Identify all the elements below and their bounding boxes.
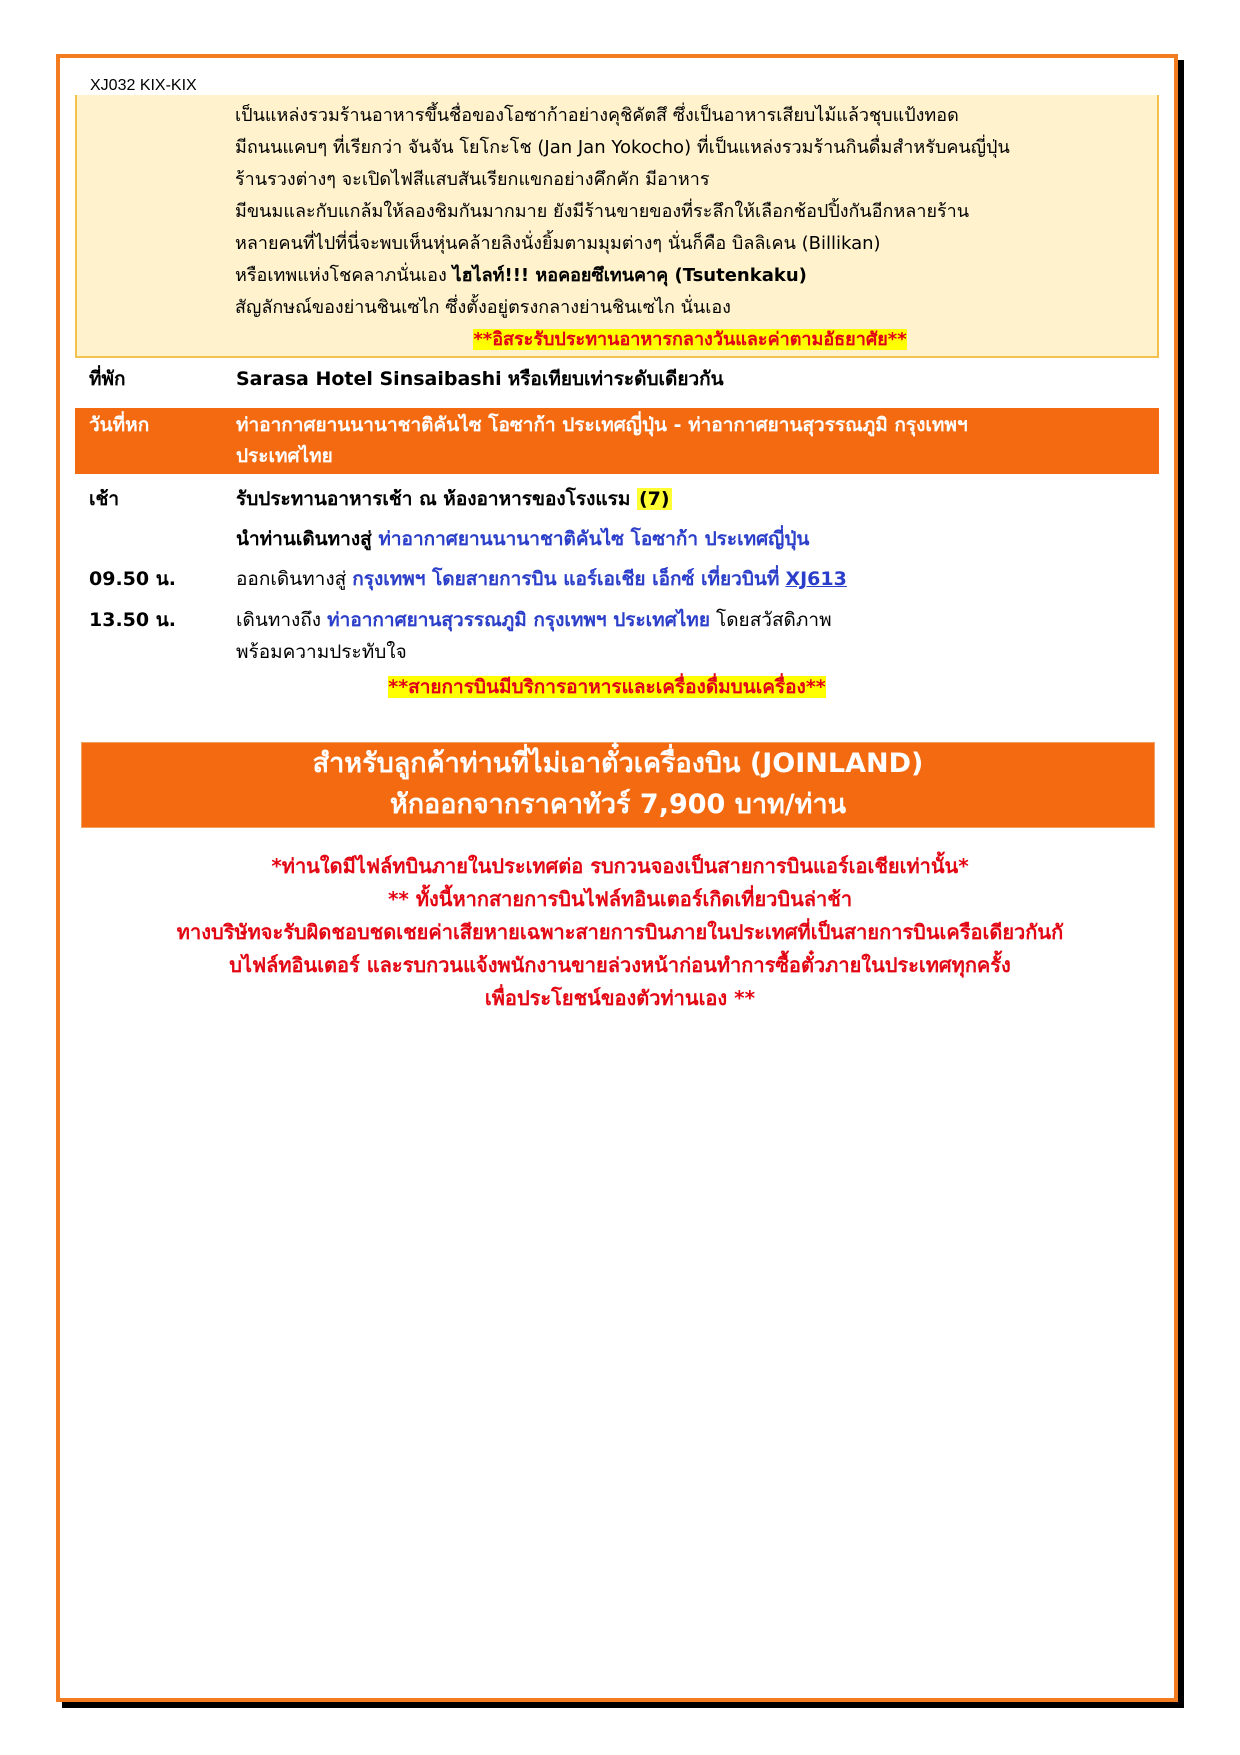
desc-line: เป็นแหล่งรวมร้านอาหารขึ้นชื่อของโอซาก้าอย่างคุชิคัตสึ ซึ่งเป็นอาหารเสียบไม้แล้วชุบแป้งทอด — [235, 105, 959, 126]
notice-line: เพื่อประโยชน์ของตัวท่านเอง ** — [484, 986, 756, 1010]
desc-line: มีถนนแคบๆ ที่เรียกว่า จันจัน โยโกะโช (Jan Jan Yokocho) ที่เป็นแหล่งรวมร้านกินดื่มสำหรับคนญี่ปุ่น — [235, 137, 1010, 158]
arrival-suffix: โดยสวัสดิภาพ — [716, 609, 832, 631]
lunch-note: **อิสระรับประทานอาหารกลางวันและค่าตามอัธยาศัย** — [473, 329, 907, 350]
day-route: ท่าอากาศยานนานาชาติคันไซ โอซาก้า ประเทศญี่ปุ่น - ท่าอากาศยานสุวรรณภูมิ กรุงเทพฯ — [236, 414, 968, 436]
arrival-time: 13.50 น. — [89, 609, 176, 631]
meal-service-note: **สายการบินมีบริการอาหารและเครื่องดื่มบนเครื่อง** — [388, 676, 826, 698]
meal-number: (7) — [638, 488, 670, 510]
meal-service-row — [75, 672, 1159, 704]
day-label: วันที่หก — [89, 414, 150, 436]
arrival-prefix: เดินทางถึง — [236, 609, 322, 631]
day-route-cont: ประเทศไทย — [236, 445, 333, 467]
joinland-discount: หักออกจากราคาทัวร์ 7,900 บาท/ท่าน — [389, 789, 847, 820]
transfer-dest: ท่าอากาศยานนานาชาติคันไซ โอซาก้า ประเทศญี่ปุ่น — [378, 528, 810, 550]
hotel-name: Sarasa Hotel Sinsaibashi — [236, 368, 502, 390]
notice-line: *ท่านใดมีไฟล์ทบินภายในประเทศต่อ รบกวนจองเป็นสายการบินแอร์เอเชียเท่านั้น* — [271, 854, 969, 878]
desc-line: หลายคนที่ไปที่นี่จะพบเห็นหุ่นคล้ายลิงนั่งยิ้มตามมุมต่างๆ นั่นก็คือ บิลลิเคน (Billikan) — [235, 233, 881, 254]
hotel-label: ที่พัก — [89, 368, 126, 390]
departure-dest: กรุงเทพฯ โดยสายการบิน แอร์เอเชีย เอ็กซ์ เที่ยวบินที่ — [352, 568, 780, 590]
joinland-title: สำหรับลูกค้าท่านที่ไม่เอาตั๋วเครื่องบิน (JOINLAND) — [312, 748, 924, 779]
desc-line: สัญลักษณ์ของย่านชินเซไก ซึ่งตั้งอยู่ตรงกลางย่านชินเซไก นั่นเอง — [235, 297, 731, 318]
desc-line-text: หรือเทพแห่งโชคลาภนั่นเอง — [235, 265, 447, 286]
departure-time: 09.50 น. — [89, 568, 176, 590]
desc-line: มีขนมและกับแกล้มให้ลองชิมกันมากมาย ยังมีร้านขายของที่ระลึกให้เลือกช้อปปิ้งกันอีกหลายร้าน — [235, 201, 970, 222]
flight-number-link[interactable]: XJ613 — [785, 568, 847, 590]
transfer-prefix: นำท่านเดินทางสู่ — [236, 528, 372, 550]
transfer-row — [75, 524, 1159, 556]
departure-prefix: ออกเดินทางสู่ — [236, 568, 347, 590]
highlight-tsutenkaku: ไฮไลท์!!! หอคอยซึเทนคาคุ (Tsutenkaku) — [452, 265, 807, 286]
notice-line: ทางบริษัทจะรับผิดชอบชดเชยค่าเสียหายเฉพาะสายการบินภายในประเทศที่เป็นสายการบินเครือเดียวกันกั — [176, 920, 1064, 944]
arrival-line2: พร้อมความประทับใจ — [236, 641, 407, 663]
notice-line: ** ทั้งนี้หากสายการบินไฟล์ทอินเตอร์เกิดเที่ยวบินล่าช้า — [387, 887, 853, 911]
domestic-flight-notice — [75, 850, 1165, 1015]
breakfast-row — [75, 484, 1159, 518]
departure-row — [75, 564, 1159, 596]
hotel-row — [75, 364, 1159, 396]
morning-label: เช้า — [89, 488, 120, 510]
day-six-band — [75, 408, 1159, 474]
arrival-row — [75, 604, 1159, 668]
description-text — [235, 100, 1145, 356]
hotel-suffix: หรือเทียบเท่าระดับเดียวกัน — [507, 368, 724, 390]
notice-line: บไฟล์ทอินเตอร์ และรบกวนแจ้งพนักงานขายล่วงหน้าก่อนทำการซื้อตั๋วภายในประเทศทุกครั้ง — [229, 953, 1011, 977]
desc-line: ร้านรวงต่างๆ จะเปิดไฟสีแสบสันเรียกแขกอย่างคึกคัก มีอาหาร — [235, 169, 710, 190]
arrival-dest: ท่าอากาศยานสุวรรณภูมิ กรุงเทพฯ ประเทศไทย — [327, 609, 710, 631]
joinland-box — [81, 742, 1155, 828]
desc-line — [235, 260, 1145, 292]
tour-code: XJ032 KIX-KIX — [90, 77, 197, 94]
breakfast-text: รับประทานอาหารเช้า ณ ห้องอาหารของโรงแรม — [236, 488, 631, 510]
